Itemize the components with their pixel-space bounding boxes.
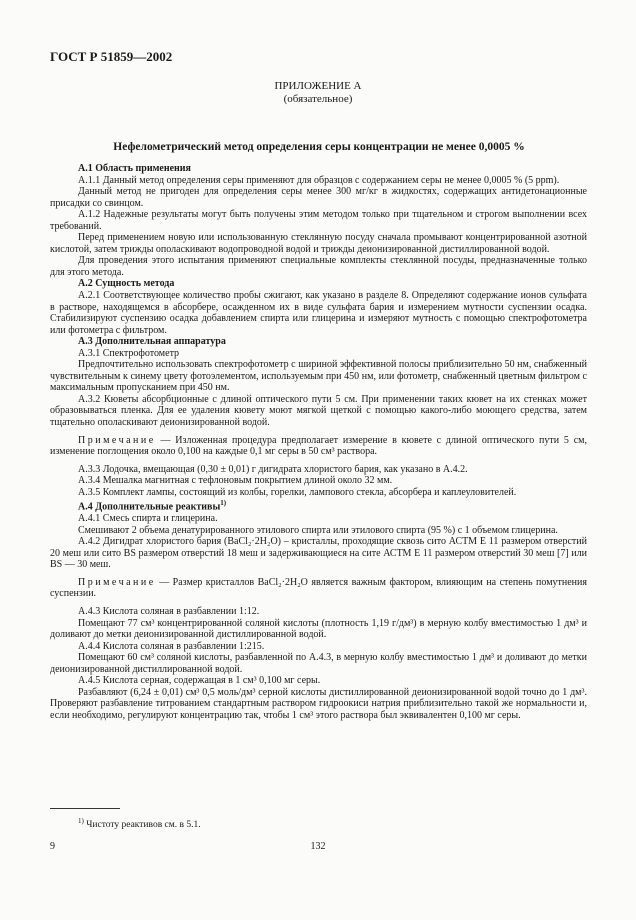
- paragraph: Перед применением новую или использованную стеклянную посуду сначала промывают концентрированной азотной кислотой, затем трижды ополаскивают водопроводной водой и трижды деионизированной дистиллированной водой.: [50, 232, 587, 255]
- section-a4-heading: [50, 498, 587, 513]
- appendix-heading: [0, 80, 636, 106]
- note-text: — Размер кристаллов BaCl₂·2H₂O является важным фактором, влияющим на степень помутнения суспензии.: [50, 576, 587, 600]
- paragraph: А.4.3 Кислота соляная в разбавлении 1:12.: [78, 606, 260, 618]
- note-a4: [50, 577, 587, 600]
- note-label: Примечание: [78, 434, 156, 446]
- footnote: [78, 817, 201, 830]
- paragraph: Предпочтительно использовать спектрофотометр с шириной эффективной полосы приблизительно 50 нм, снабженный чувствительным к синему цвету фотоэлементом, используемым при 450 нм, или фотометр, снабженный цветным фильтром с максимальным пропусканием при 450 нм.: [50, 359, 587, 394]
- standard-number: ГОСТ Р 51859—2002: [50, 49, 173, 64]
- section-a1-heading: А.1 Область применения: [78, 163, 191, 174]
- note-label: Примечание: [78, 576, 156, 588]
- paragraph: Смешивают 2 объема денатурированного этилового спирта или этилового спирта (95 %) с 1 объемом глицерина.: [78, 524, 558, 536]
- appendix-title: ПРИЛОЖЕНИЕ А: [274, 80, 362, 92]
- note-text: — Изложенная процедура предполагает измерение в кювете с длиной оптического пути 5 см, изменение поглощения около 0,100 на каждые 0,1 мг серы в 50 см³ раствора.: [50, 434, 587, 458]
- paragraph: А.1.2 Надежные результаты могут быть получены этим методом только при тщательном и строгом выполнении всех требований.: [50, 209, 587, 232]
- paragraph: Помещают 77 см³ концентрированной соляной кислоты (плотность 1,19 г/дм³) в мерную колбу вместимостью 1 дм³ и доливают до метки деионизированной дистиллированной водой.: [50, 617, 587, 641]
- section-a2-heading: А.2 Сущность метода: [78, 278, 175, 290]
- document-body: [50, 163, 587, 721]
- paragraph: А.3.3 Лодочка, вмещающая (0,30 ± 0,01) г дигидрата хлористого бария, как указано в А.4.2.: [78, 463, 468, 475]
- main-title: Нефелометрический метод определения серы концентрации не менее 0,0005 %: [113, 141, 525, 153]
- paragraph: Данный метод не пригоден для определения серы менее 300 мг/кг в жидкостях, содержащих антидетонационные присадки со свинцом.: [50, 186, 587, 209]
- appendix-subtitle: (обязательное): [283, 93, 353, 105]
- paragraph: А.4.2 Дигидрат хлористого бария (BaCl₂·2H₂O) – кристаллы, проходящие сквозь сито АСТМ Е 11 размером отверстий 20 меш или сито BS размером отверстий 18 меш и задерживающиеся на сите АСТМ Е 11 размером отверстий 30 меш [7] или BS — 30 меш.: [50, 536, 587, 571]
- page-number-center: 132: [310, 841, 326, 852]
- paragraph: А.4.4 Кислота соляная в разбавлении 1:215.: [78, 640, 265, 652]
- footnote-text: Чистоту реактивов см. в 5.1.: [86, 820, 201, 831]
- footnote-marker: 1): [78, 817, 84, 825]
- paragraph: А.4.5 Кислота серная, содержащая в 1 см³ 0,100 мг серы.: [78, 675, 321, 687]
- paragraph: А.3.2 Кюветы абсорбционные с длиной оптического пути 5 см. При применении таких кювет на их стенках может образовываться пленка. Для ее удаления кювету моют мягкой щеткой с помощью какого-либо моющего средства, затем тщательно ополаскивают деионизированной водой.: [50, 393, 587, 429]
- paragraph: А.3.1 Спектрофотометр: [78, 347, 180, 359]
- paragraph: А.1.1 Данный метод определения серы применяют для образцов с содержанием серы не менее 0,0005 % (5 ppm).: [78, 174, 560, 186]
- page-number-left: 9: [50, 841, 55, 852]
- paragraph: Разбавляют (6,24 ± 0,01) см³ 0,5 моль/дм³ серной кислоты дистиллированной деионизированной водой точно до 1 дм³. Проверяют разбавление титрованием стандартным раствором гидроокиси натрия приблизительно такой же нормальности и, если необходимо, регулируют концентрацию так, чтобы 1 см³ этого раствора был эквивалентен 0,100 мг серы.: [50, 686, 587, 721]
- footnote-divider: [50, 808, 120, 809]
- paragraph: А.2.1 Соответствующее количество пробы сжигают, как указано в разделе 8. Определяют содержание ионов сульфата в растворе, находящемся в абсорбере, осажденном их в виде сульфата бария и измерением мутности суспензии осадка. Стабилизируют суспензию осадка добавлением спирта или глицерина и измеряют мутность с помощью спектрофотометра или фотометра с фильтром.: [50, 290, 587, 336]
- paragraph: А.3.5 Комплект лампы, состоящий из колбы, горелки, лампового стекла, абсорбера и каплеуловителей.: [78, 486, 517, 498]
- paragraph: А.4.1 Смесь спирта и глицерина.: [78, 513, 218, 525]
- footnote-ref: 1): [220, 499, 227, 508]
- section-a3-heading: А.3 Дополнительная аппаратура: [78, 336, 226, 348]
- section-a4-heading-text: А.4 Дополнительные реактивы: [78, 501, 221, 513]
- paragraph: А.3.4 Мешалка магнитная с тефлоновым покрытием длиной около 32 мм.: [78, 475, 393, 487]
- note-a3: [50, 435, 587, 458]
- paragraph: Помещают 60 см³ соляной кислоты, разбавленной по А.4.3, в мерную колбу вместимостью 1 дм³ и доливают до метки деионизированной дистиллированной водой.: [50, 652, 587, 675]
- paragraph: Для проведения этого испытания применяют специальные комплекты стеклянной посуды, предназначенные только для этого метода.: [50, 255, 587, 278]
